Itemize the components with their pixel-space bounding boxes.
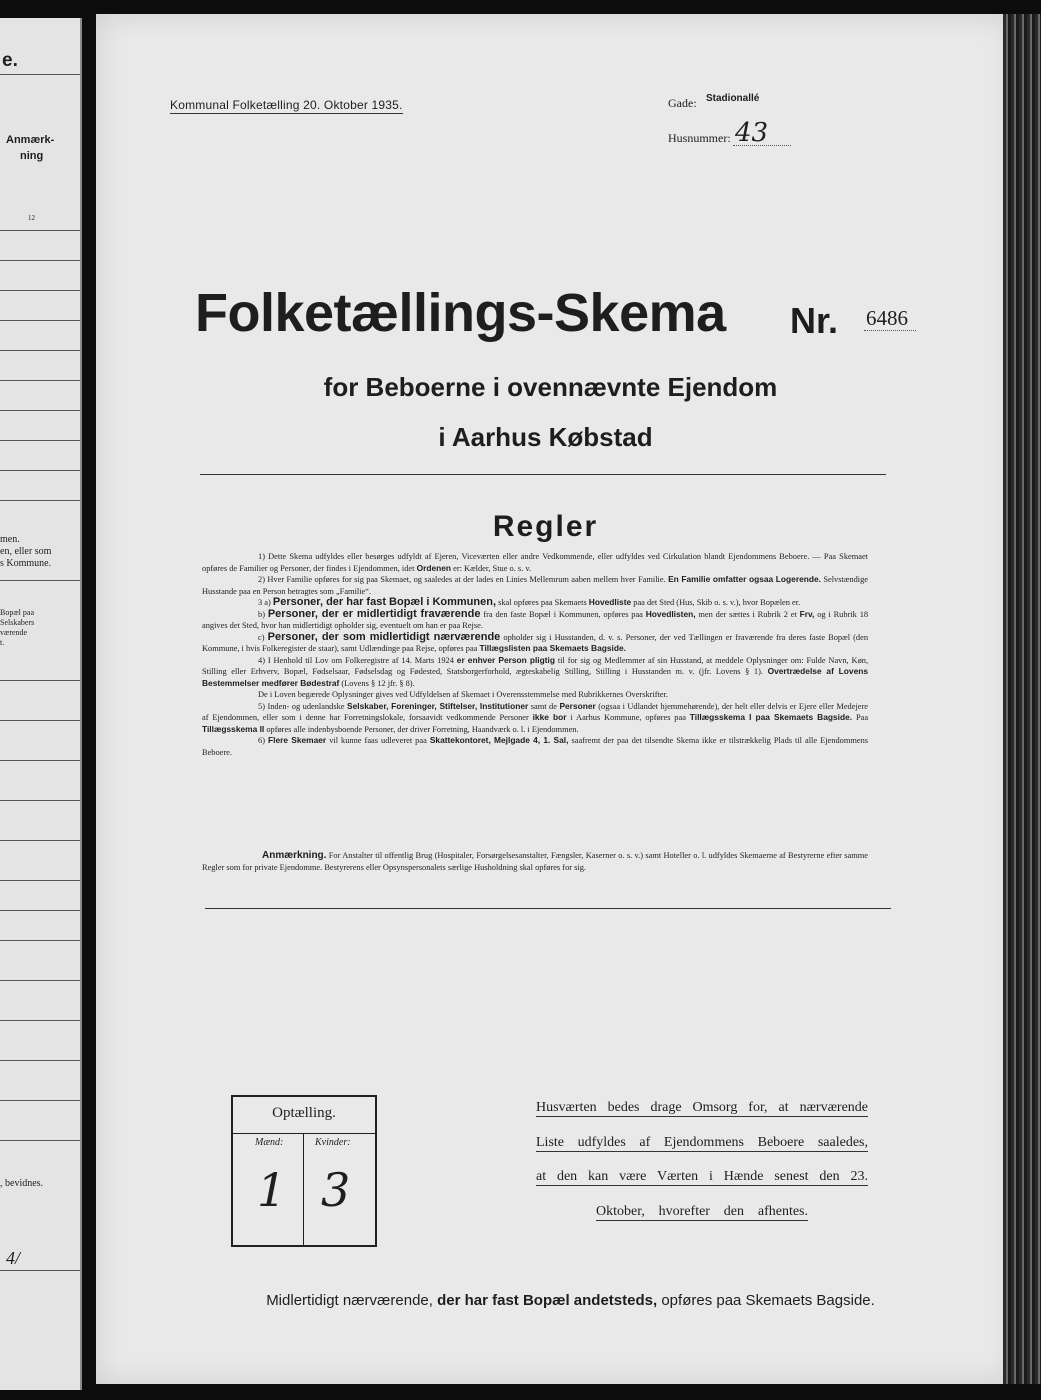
women-label: Kvinder: [315,1137,351,1148]
rule-1: 1) Dette Skema udfyldes eller besørges udfyldt af Ejeren, Viceværten eller andre Vedkommende, eller udfyldes ved Cirkulation blandt Ejendommens Beboere. — Paa Skemaet opføres de Familier og Personer, der findes i Ejendommen, idet Ordenen er: Kælder, Stue o. s. v. [202,552,868,573]
street-value: Stadionallé [706,93,760,104]
men-label: Mænd: [255,1137,284,1148]
left-fragment-8: , bevidnes. [0,1178,44,1189]
binding-edge [1003,14,1041,1384]
form-title: Folketællings-Skema [195,283,726,343]
rules-text [202,551,868,758]
left-page-fragment [0,18,82,1390]
left-page-heading: e. [2,50,18,71]
house-number-line [733,145,791,146]
left-fragment-7: t. [0,638,5,647]
census-header: Kommunal Folketælling 20. Oktober 1935. [170,98,403,112]
count-title: Optælling. [272,1105,336,1121]
left-fragment-1: men. [0,534,20,545]
divider-bottom [205,908,891,909]
form-number-value: 6486 [866,306,908,330]
rule-3c: c) Personer, der som midlertidigt nærværende opholder sig i Husstanden, d. v. s. Personer, der ved Tællingen er fraværende fra deres faste Bopæl (den Kommune, i hvis Folkeregister de staar), samt Udlændinge paa Rejse, opføres paa Tillægslisten paa Skemaets Bagside. [202,630,869,653]
house-number-value: 43 [735,118,769,148]
rule-3a: 3 a) Personer, der har fast Bopæl i Kommunen, skal opføres paa Skemaets Hovedliste paa det Sted (Hus, Skib o. s. v.), hvor Bopælen er. [258,596,801,608]
count-box [231,1095,377,1247]
left-col-header-1: Anmærk- [6,134,55,146]
divider-top [200,474,886,475]
rule-4: 4) I Henhold til Lov om Folkeregistre af 14. Marts 1924 er enhver Person pligtig til for sig og Medlemmer af sin Husstand, at meddele Oplysninger om: Fulde Navn, Køn, Stilling eller Erhverv, Bopæl, Fødselsaar, Fødselsdag og Fødested, Statsborgerforhold, ægteskabelig Stilling, Stilling i Husstanden m. v. (jfr. Lovens § 1). Overtrædelse af Lovens Bestemmelser medfører Bødestraf (Lovens § 12 jfr. § 8). [202,654,869,688]
rule-5: 5) Inden- og udenlandske Selskaber, Foreninger, Stiftelser, Institutioner samt de Personer (ogsaa i Udlandet hjemmehørende), der helt eller delvis er Ejere eller Medejere af Ejendommen, eller som i denne har Forretningslokale, forsaavidt vedkommende Personer ikke bor i Aarhus Kommune, opføres paa Tillægsskema I paa Skemaets Bagside. Paa Tillægsskema II opføres alle indenbysboende Personer, der driver Forretning, Haandværk o. l. i Ejendommen. [202,700,869,734]
form-number-line [864,330,916,331]
footer-notice: Midlertidigt nærværende, der har fast Bopæl andetsteds, opføres paa Skemaets Bagside. [266,1292,875,1309]
left-col-header-2: ning [20,150,44,162]
house-number-label: Husnummer: [668,131,731,145]
street-label: Gade: [668,96,697,110]
men-count: 1 [257,1163,287,1217]
rule-3b: b) Personer, der er midlertidigt fraværende fra den faste Bopæl i Kommunen, opføres paa Hovedlisten, men der sættes i Rubrik 2 et Frv, og i Rubrik 18 angives det Sted, hvor han midlertidigt opholder sig, eventuelt om han er paa Rejse. [202,607,869,630]
host-notice-line-4: Oktober, hvorefter den afhentes. [596,1204,808,1219]
host-notice-line-3: at den kan være Værten i Hænde senest den 23. [536,1169,868,1184]
note-label: Anmærkning. [262,850,327,861]
rule-6: 6) Flere Skemaer vil kunne faas udleveret paa Skattekontoret, Mejlgade 4, 1. Sal, saafremt der paa det tilsendte Skema ikke er tilstrækkelig Plads til alle Ejendommens Beboere. [202,735,869,757]
rule-4b: De i Loven begærede Oplysninger gives ved Udfyldelsen af Skemaet i Overensstemmelse med Rubrikkernes Overskrifter. [258,690,669,699]
note-body: For Anstalter til offentlig Brug (Hospitaler, Forsørgelsesanstalter, Fængsler, Kaserner o. s. v.) samt Hoteller o. l. udfyldes Skemaerne af Bestyrerne efter samme Regler som for private Ejendomme. Bestyrerens eller Opsynspersonalets særlige Husholdning skal opføres for sig. [202,851,868,872]
rule-2: 2) Hver Familie opføres for sig paa Skemaet, og saaledes at der lades en Linies Mellemrum aaben mellem hver Familie. En Familie omfatter ogsaa Logerende. Selvstændige Husstande paa en Person betragtes som „Familie“. [202,574,869,596]
left-fragment-6: værende [0,628,28,637]
rules-heading: Regler [492,510,599,543]
form-subtitle-1: for Beboerne i ovennævnte Ejendom [323,372,778,402]
form-number-label: Nr. [790,300,839,341]
left-fragment-9: 4/ [6,1248,21,1268]
left-fragment-3: s Kommune. [0,558,52,569]
left-fragment-2: en, eller som [0,546,52,557]
left-col-number: 12 [28,214,35,222]
form-subtitle-2: i Aarhus Købstad [438,422,653,452]
women-count: 3 [321,1163,351,1217]
left-fragment-5: Selskabers [0,618,35,627]
note-text [202,850,868,873]
host-notice-line-2: Liste udfyldes af Ejendommens Beboere saaledes, [536,1135,868,1150]
left-fragment-4: Bopæl paa [0,608,34,617]
host-notice-line-1: Husværten bedes drage Omsorg for, at nærværende [536,1100,868,1115]
